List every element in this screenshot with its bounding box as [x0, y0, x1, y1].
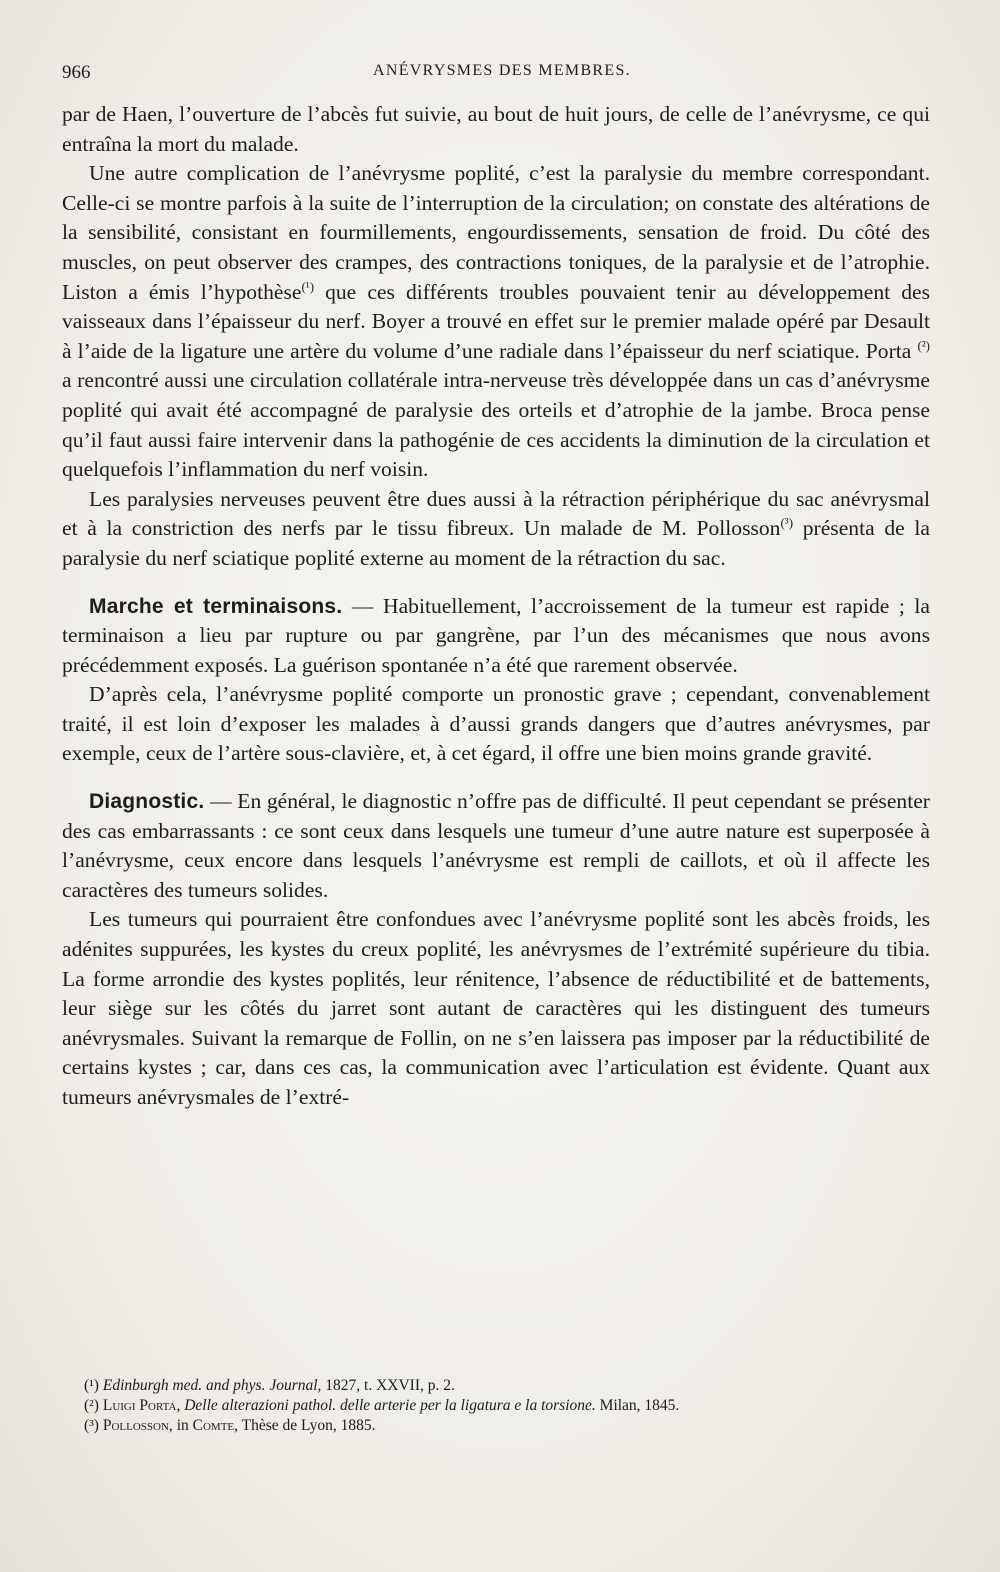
footnote-title: Delle alterazioni pathol. delle arterie per la ligatura e la torsione.	[184, 1397, 596, 1414]
footnote-author: Luigi Porta,	[102, 1397, 181, 1414]
footnote-text: in	[172, 1417, 193, 1434]
paragraph	[62, 905, 930, 1112]
footnote	[62, 1396, 930, 1416]
footnote	[62, 1416, 930, 1436]
paragraph-text: — Habituellement, l’accroissement de la tumeur est rapide ; la terminaison a lieu par rupture ou par gangrène, par l’un des mécanismes que nous avons précédemment exposés. La guérison spontanée n’a été que rarement observée.	[62, 593, 931, 677]
paragraph-text: que ces différents troubles pouvaient tenir au développement des vaisseaux dans l’épaisseur du nerf. Boyer a trouvé en effet sur le premier malade opéré par Desault à l’aide de la ligature une artère du volume d’une radiale dans l’épaisseur du nerf sciatique. Porta	[62, 279, 930, 363]
paragraph	[62, 159, 930, 485]
page-header	[62, 62, 942, 92]
footnotes	[62, 1376, 930, 1436]
paragraph-text: Une autre complication de l’anévrysme poplité, c’est la paralysie du membre correspondant. Celle-ci se montre parfois à la suite de l’interruption de la circulation; on constate des altérations de la sensibilité, consistant en fourmillements, engourdissements, sensation de froid. Du côté des muscles, on peut observer des crampes, des contractions toniques, de la paralysie et de l’atrophie. Liston a émis l’hypothèse	[62, 161, 930, 304]
paragraph	[62, 485, 930, 574]
paragraph-text: D’après cela, l’anévrysme poplité comporte un pronostic grave ; cependant, convenablement traité, il est loin d’exposer les malades à d’aussi grands dangers que d’autres anévrysmes, par exemple, ceux de l’artère sous-clavière, et, à cet égard, il offre une bien moins grande gravité.	[62, 682, 930, 766]
paragraph	[62, 787, 930, 905]
footnote-author: Pollosson,	[102, 1417, 173, 1434]
section-heading: Marche et terminaisons.	[89, 594, 343, 618]
paragraph	[62, 680, 930, 769]
footnote-title: Edinburgh med. and phys. Journal,	[102, 1377, 322, 1394]
main-text	[62, 100, 930, 1113]
paragraph-text: Les tumeurs qui pourraient être confondues avec l’anévrysme poplité sont les abcès froids, les adénites suppurées, les kystes du creux poplité, les anévrysmes de l’extrémité supérieure du tibia. La forme arrondie des kystes poplités, leur rénitence, l’absence de réductibilité et de battements, leur siège sur les côtés du jarret sont autant de caractères qui les distinguent des tumeurs anévrysmales. Suivant la remarque de Follin, on ne s’en laissera pas imposer par la réductibilité de certains kystes ; car, dans ces cas, la communication avec l’articulation est évidente. Quant aux tumeurs anévrysmales de l’extré-	[62, 907, 930, 1109]
footnote-mark: (¹)	[84, 1377, 99, 1394]
footnote	[62, 1376, 930, 1396]
footnote-author: Comte,	[192, 1417, 239, 1434]
footnote-mark: (³)	[84, 1417, 99, 1434]
paragraph-text: Les paralysies nerveuses peuvent être dues aussi à la rétraction périphérique du sac anévrysmal et à la constriction des nerfs par le tissu fibreux. Un malade de M. Pollosson	[62, 486, 930, 541]
paragraph-text: a rencontré aussi une circulation collatérale intra-nerveuse très développée dans un cas d’anévrysme poplité qui avait été accompagné de paralysie des orteils et d’atrophie de la jambe. Broca pense qu’il faut aussi faire intervenir dans la pathogénie de ces accidents la diminution de la circulation et quelquefois l’inflammation du nerf voisin.	[62, 368, 930, 482]
paragraph	[62, 100, 930, 159]
footnote-ref: (¹)	[301, 278, 315, 294]
section-heading: Diagnostic.	[89, 790, 205, 814]
paragraph-text: — En général, le diagnostic n’offre pas de difficulté. Il peut cependant se présenter des cas embarrassants : ce sont ceux dans lesquels une tumeur d’une autre nature est superposée à l’anévrysme, ceux encore dans lesquels l’anévrysme est rempli de caillots, et où il affecte les caractères des tumeurs solides.	[62, 789, 930, 902]
footnote-ref: (³)	[780, 515, 794, 531]
paragraph-text: présenta de la paralysie du nerf sciatique poplité externe au moment de la rétraction du sac.	[62, 516, 930, 570]
footnote-text: Milan, 1845.	[595, 1397, 680, 1414]
footnote-text: 1827, t. XXVII, p. 2.	[321, 1377, 455, 1394]
footnote-ref: (²)	[917, 337, 930, 353]
page-number: 966	[62, 62, 91, 83]
footnote-mark: (²)	[84, 1397, 99, 1414]
footnote-text: Thèse de Lyon, 1885.	[238, 1417, 376, 1434]
paragraph-text: par de Haen, l’ouverture de l’abcès fut suivie, au bout de huit jours, de celle de l’anévrysme, ce qui entraîna la mort du malade.	[62, 102, 930, 156]
paragraph	[62, 592, 930, 681]
running-title: ANÉVRYSMES DES MEMBRES.	[373, 62, 631, 79]
